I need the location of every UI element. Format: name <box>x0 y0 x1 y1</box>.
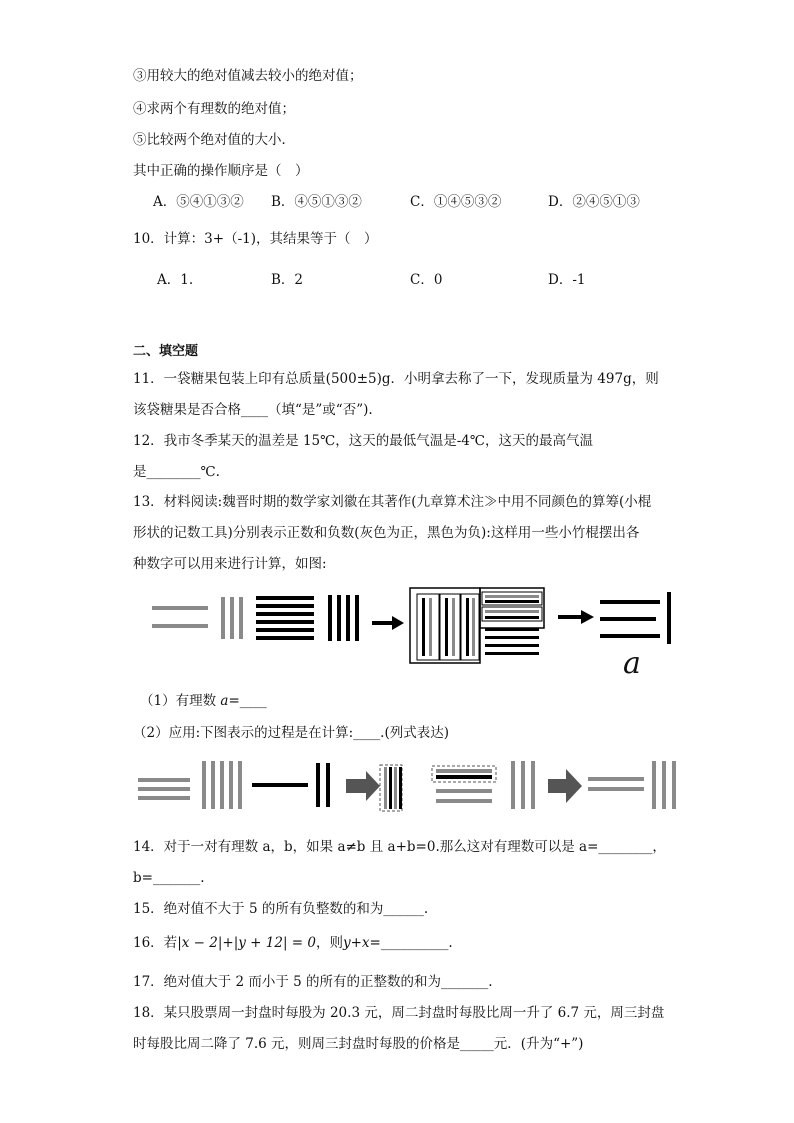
q13-line2: 形状的记数工具)分别表示正数和负数(灰色为正，黑色为负):这样用一些小竹棍摆出各 <box>133 525 640 541</box>
q9-option-c: C．①④⑤③② <box>410 194 502 210</box>
q13-sub1-var: a <box>220 693 229 709</box>
gray-vertical-rods <box>202 761 242 809</box>
q17-text: 17．绝对值大于 2 而小于 5 的所有的正整数的和为_______. <box>133 974 493 990</box>
q9-step5: ⑤比较两个绝对值的大小． <box>133 132 295 148</box>
q9-option-b: B．④⑤①③② <box>271 194 362 210</box>
combined-rods-box <box>410 588 544 663</box>
arrow-right-icon <box>548 769 582 803</box>
q16-equation: |x − 2|+|y + 12| = 0 <box>177 935 316 951</box>
arrow-right-icon <box>346 771 380 801</box>
q16-prefix: 16．若 <box>133 935 178 951</box>
gray-vertical-rods <box>221 597 243 639</box>
q13-line3: 种数字可以用来进行计算，如图: <box>133 556 327 572</box>
q9-prompt: 其中正确的操作顺序是（ ） <box>133 163 309 179</box>
figure-label-a: a <box>623 646 641 681</box>
q14-line2: b=_______. <box>133 870 205 886</box>
gray-vertical-rods <box>511 761 535 809</box>
q13-sub1-suffix: =____ <box>228 693 267 709</box>
dashed-box-vertical <box>380 765 402 811</box>
q14-line1: 14．对于一对有理数 a，b，如果 a≠b 且 a+b=0.那么这对有理数可以是 a=________， <box>133 839 666 855</box>
black-rods <box>252 763 330 807</box>
q13-sub2: （2）应用:下图表示的过程是在计算:____.(列式表达) <box>133 725 450 741</box>
q16-expression: y+x <box>342 935 370 951</box>
result-rods <box>588 761 676 809</box>
q10-option-b: B．2 <box>271 272 304 288</box>
arrow-right-icon <box>372 616 404 630</box>
section-title: 二、填空题 <box>133 344 199 359</box>
q11-line1: 11．一袋糖果包装上印有总质量(500±5)g．小明拿去称了一下，发现质量为 497g，则 <box>133 371 659 387</box>
q10-option-a: A．1. <box>157 272 194 288</box>
q12-line1: 12．我市冬季某天的温差是 15℃，这天的最低气温是-4℃，这天的最高气温 <box>133 433 594 449</box>
q9-option-a: A．⑤④①③② <box>153 194 244 210</box>
arrow-right-icon <box>558 610 594 624</box>
black-vertical-rods <box>328 595 359 641</box>
q18-line1: 18．某只股票周一封盘时每股为 20.3 元，周二封盘时每股比周一升了 6.7 元，周三封盘 <box>133 1005 665 1021</box>
q9-step3: ③用较大的绝对值减去较小的绝对值； <box>133 68 363 84</box>
gray-horizontal-rods <box>152 606 208 628</box>
dashed-box-horizontal <box>432 766 496 803</box>
q16-mid: ，则 <box>315 935 343 951</box>
q13-line1: 13．材料阅读:魏晋时期的数学家刘徽在其著作(九章算术注≫中用不同颜色的算筹(小棍 <box>133 494 652 510</box>
q18-line2: 时每股比周二降了 7.6 元，则周三封盘时每股的价格是_____元．(升为“+”) <box>133 1036 584 1052</box>
q13-sub1 <box>140 692 267 710</box>
black-horizontal-rods <box>256 596 314 640</box>
q16-suffix: =__________. <box>369 935 453 951</box>
q13-sub1-prefix: （1）有理数 <box>140 693 221 709</box>
counting-rods-figure-1 <box>140 584 680 688</box>
q9-step4: ④求两个有理数的绝对值； <box>133 101 295 117</box>
q11-line2: 该袋糖果是否合格____（填“是”或“否”). <box>133 402 373 418</box>
q10-option-c: C．0 <box>410 272 443 288</box>
q12-line2: 是________℃. <box>133 464 220 480</box>
q9-option-d: D．②④⑤①③ <box>548 194 640 210</box>
q15-text: 15．绝对值不大于 5 的所有负整数的和为______. <box>133 901 429 917</box>
q16-text <box>133 934 453 952</box>
counting-rods-figure-2 <box>136 757 690 815</box>
q10-option-d: D．-1 <box>548 272 586 288</box>
result-rods <box>600 592 671 644</box>
q10-stem: 10．计算：3+（-1)，其结果等于（ ） <box>133 231 378 247</box>
gray-horizontal-rods <box>138 778 190 800</box>
